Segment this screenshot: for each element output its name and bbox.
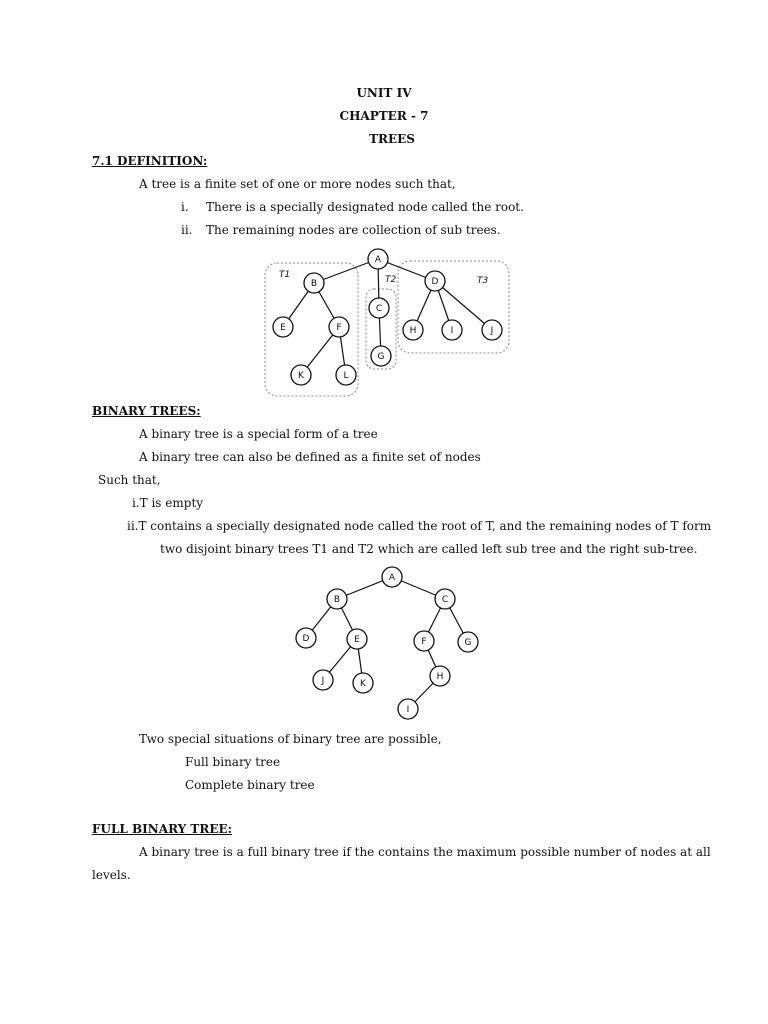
binary-node-label: B [333,595,341,605]
binary-node-label: I [406,705,410,715]
topic-heading: TREES [369,132,415,146]
tree-node-label: B [310,279,318,289]
tree-node-label: J [490,326,494,336]
unit-heading: UNIT IV [356,86,412,100]
tree-node-label: D [431,277,439,287]
tree-node-label: G [377,352,385,362]
subtree-label-t1: T1 [279,270,291,280]
binary-item-2: ii.T contains a specially designated node called the root of T, and the remaining nodes of T form [127,519,712,533]
tree-node-label: K [298,371,304,381]
tree-node-label: E [280,323,286,333]
tree-node-label: A [374,255,382,265]
chapter-heading: CHAPTER - 7 [339,109,429,123]
binary-item-1: i.T is empty [132,496,204,510]
definition-item-num: ii. [181,223,193,237]
binary-node-label: K [360,679,366,689]
binary-node-label: F [421,637,427,647]
full-binary-tree-text: A binary tree is a full binary tree if the contains the maximum possible number of nodes at all [139,845,711,859]
special-item-complete: Complete binary tree [185,778,315,792]
tree-node-label: H [409,326,417,336]
tree-node-label: C [375,304,383,314]
binary-node-label: J [321,676,325,686]
binary-item-2-cont: two disjoint binary trees T1 and T2 which are called left sub tree and the right sub-tree. [160,542,698,556]
binary-tree-figure [285,563,495,725]
definition-item-text: There is a specially designated node called the root. [206,200,524,214]
binary-line-1: A binary tree is a special form of a tree [139,427,378,441]
definition-item-num: i. [181,200,189,214]
full-binary-tree-text-cont: levels. [92,868,131,882]
general-tree-figure [255,245,520,400]
subtree-label-t3: T3 [477,276,489,286]
binary-node-label: G [464,638,472,648]
binary-trees-heading: BINARY TREES: [92,404,201,418]
binary-node-label: E [354,635,360,645]
definition-heading: 7.1 DEFINITION: [92,154,208,168]
definition-item-text: The remaining nodes are collection of sub trees. [206,223,501,237]
subtree-label-t2: T2 [385,275,397,285]
binary-node-label: A [388,573,396,583]
special-intro: Two special situations of binary tree are possible, [139,732,442,746]
full-binary-tree-heading: FULL BINARY TREE: [92,822,233,836]
tree-node-label: L [343,371,349,381]
binary-line-2: A binary tree can also be defined as a finite set of nodes [139,450,481,464]
such-that: Such that, [98,473,161,487]
tree-node-label: I [450,326,454,336]
binary-node-label: H [436,672,444,682]
tree-node-label: F [336,323,342,333]
binary-node-label: C [441,595,449,605]
special-item-full: Full binary tree [185,755,281,769]
definition-intro: A tree is a finite set of one or more nodes such that, [139,177,456,191]
binary-node-label: D [302,634,310,644]
